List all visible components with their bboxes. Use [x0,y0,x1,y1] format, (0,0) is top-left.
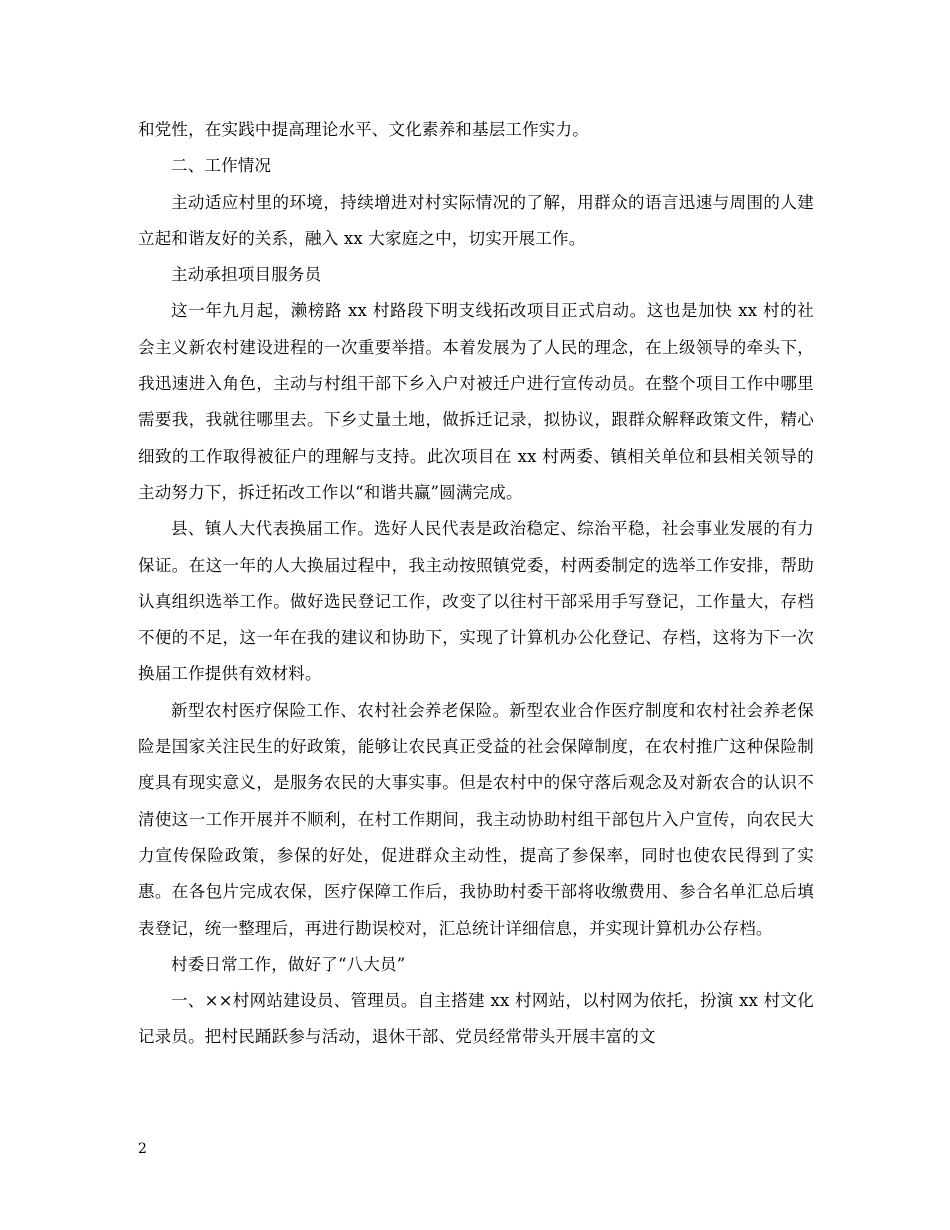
paragraph-7: 新型农村医疗保险工作、农村社会养老保险。新型农业合作医疗制度和农村社会养老保险是国家关注民生的好政策，能够让农民真正受益的社会保障制度，在农村推广这种保险制度具有现实意义，是服务农民的大事实事。但是农村中的保守落后观念及对新农合的认识不清使这一工作开展并不顺利，在村工作期间，我主动协助村组干部包片入户宣传，向农民大力宣传保险政策，参保的好处，促进群众主动性，提高了参保率，同时也使农民得到了实惠。在各包片完成农保，医疗保障工作后，我协助村委干部将收缴费用、参合名单汇总后填表登记，统一整理后，再进行勘误校对，汇总统计详细信息，并实现计算机办公存档。 [138,700,814,938]
page-number: 2 [138,1141,147,1157]
subheading-daily-work: 村委日常工作，做好了“八大员” [171,954,406,974]
document-body [138,112,814,1056]
paragraph-3: 主动适应村里的环境，持续增进对村实际情况的了解，用群众的语言迅速与周围的人建立起和谐友好的关系，融入 xx 大家庭之中，切实开展工作。 [138,192,814,248]
paragraph-6: 县、镇人大代表换届工作。选好人民代表是政治稳定、综治平稳，社会事业发展的有力保证。在这一年的人大换届过程中，我主动按照镇党委，村两委制定的选举工作安排，帮助认真组织选举工作。做好选民登记工作，改变了以往村干部采用手写登记，工作量大，存档不便的不足，这一年在我的建议和协助下，实现了计算机办公化登记、存档，这将为下一次换届工作提供有效材料。 [138,519,814,684]
subheading-project-service: 主动承担项目服务员 [171,265,322,285]
paragraph-5: 这一年九月起，濑榜路 xx 村路段下明支线拓改项目正式启动。这也是加快 xx 村的社会主义新农村建设进程的一次重要举措。本着发展为了人民的理念，在上级领导的牵头下，我迅速进入角色，主动与村组干部下乡入户对被迁户进行宣传动员。在整个项目工作中哪里需要我，我就往哪里去。下乡丈量土地，做拆迁记录，拟协议，跟群众解释政策文件，精心细致的工作取得被征户的理解与支持。此次项目在 xx 村两委、镇相关单位和县相关领导的主动努力下，拆迁拓改工作以“和谐共赢”圆满完成。 [138,301,814,502]
paragraph-1: 和党性，在实践中提高理论水平、文化素养和基层工作实力。 [138,120,589,139]
section-heading-work-status: 二、工作情况 [171,156,272,176]
paragraph-9: 一、××村网站建设员、管理员。自主搭建 xx 村网站，以村网为依托，扮演 xx 村文化记录员。把村民踊跃参与活动，退休干部、党员经常带头开展丰富的文 [138,991,814,1047]
